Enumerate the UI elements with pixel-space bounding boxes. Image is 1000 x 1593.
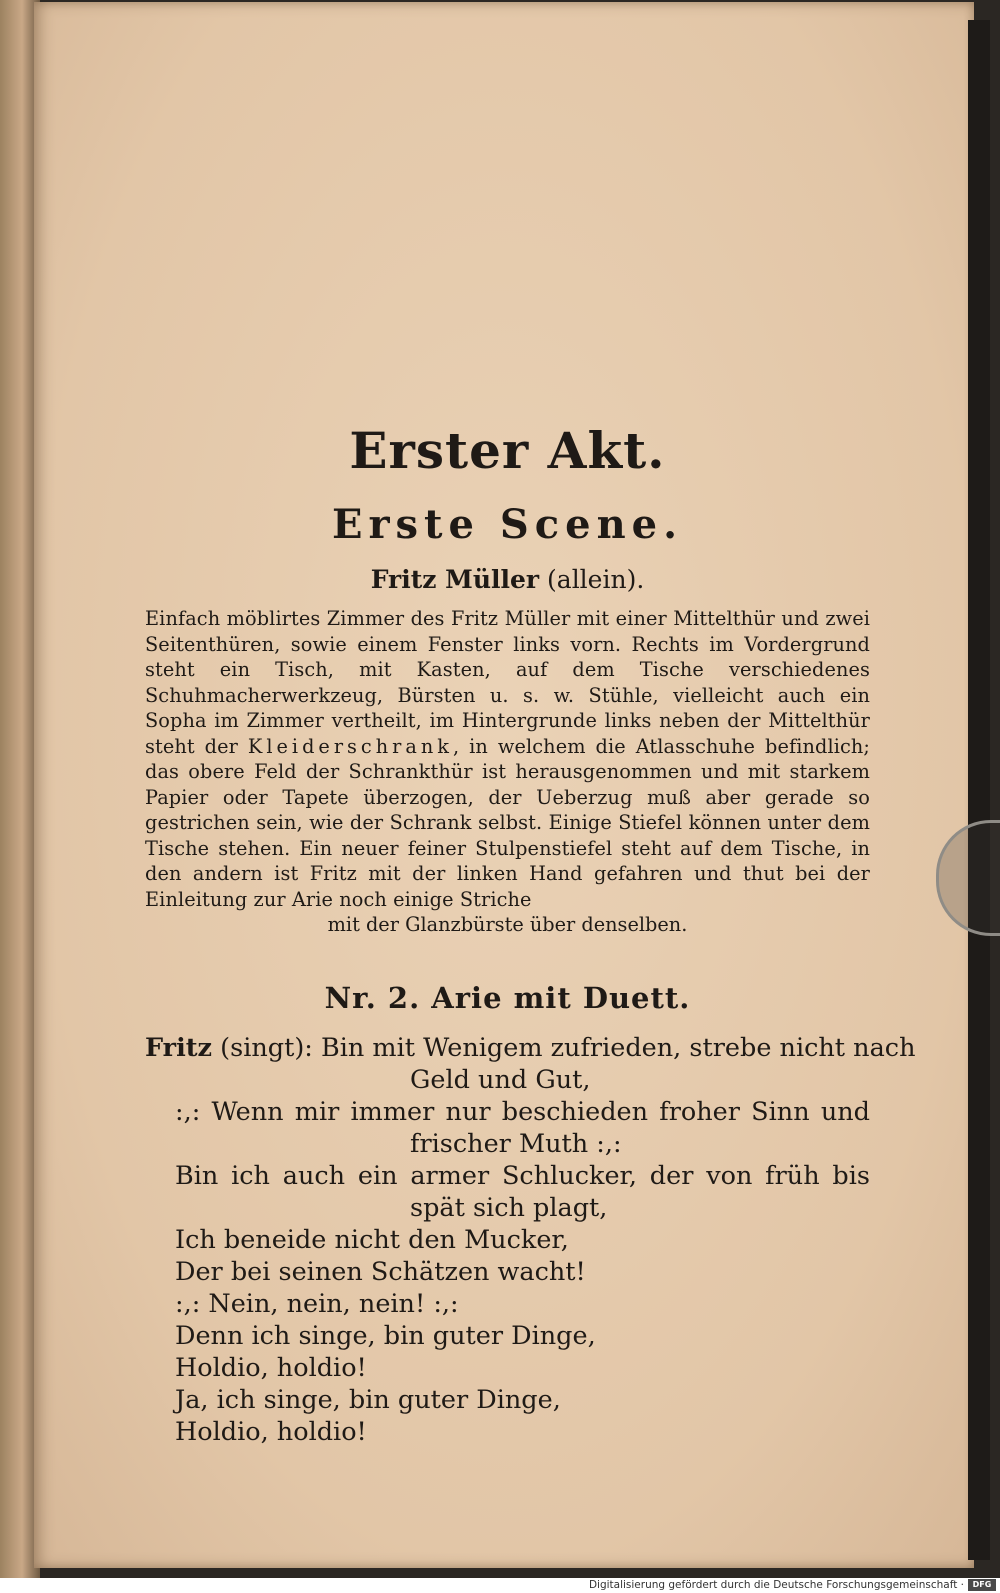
song-line: spät sich plagt, — [410, 1192, 608, 1223]
number-title: Nr. 2. Arie mit Duett. — [324, 980, 691, 1015]
song-line: Bin ich auch ein armer Schlucker, der von früh bis — [175, 1160, 870, 1191]
speaker-name: Fritz — [145, 1032, 213, 1063]
song-line: Ich beneide nicht den Mucker, — [175, 1224, 569, 1255]
stage-direction — [145, 606, 870, 912]
stage-direction-part2: , in welchem die Atlasschuhe befindlich; das obere Feld der Schrankthür ist herausgenommen und mit starkem Papier oder Tapete überzogen, der Ueberzug muß aber gerade so gestrichen sein, wie der Schrank selbst. Einige Stiefel können unter dem Tische stehen. Ein neuer feiner Stulpenstiefel steht auf dem Tische, in den andern ist Fritz mit der linken Hand gefahren und thut bei der Einleitung zur Arie noch einige Striche — [145, 734, 870, 911]
song-line-text: Bin mit Wenigem zufrieden, strebe nicht nach — [321, 1032, 916, 1063]
act-title: Erster Akt. — [349, 421, 666, 480]
stage-direction-last-line: mit der Glanzbürste über denselben. — [327, 913, 688, 936]
song-line: :,: Nein, nein, nein! :,: — [175, 1288, 459, 1319]
song-line: Der bei seinen Schätzen wacht! — [175, 1256, 586, 1287]
song-line: Holdio, holdio! — [175, 1416, 367, 1447]
page-content — [145, 420, 916, 1448]
song-line: Geld und Gut, — [410, 1064, 591, 1095]
scene-title: Erste Scene. — [331, 501, 684, 548]
speaker-note: (singt): — [220, 1032, 313, 1063]
characters-line — [145, 564, 870, 596]
song-line: Holdio, holdio! — [175, 1352, 367, 1383]
song-text — [145, 1032, 916, 1448]
character-name: Fritz Müller — [370, 565, 540, 594]
stage-direction-part1: Einfach möblirtes Zimmer des Fritz Müller mit einer Mittelthür und zwei Seitenthüren, sowie einem Fenster links vorn. Rechts im Vordergrund steht ein Tisch, mit Kasten, auf dem Tische verschiedenes Schuhmacherwerkzeug, Bürsten u. s. w. Stühle, vielleicht auch ein Sopha im Zimmer vertheilt, im Hintergrunde links neben der Mittelthür steht der — [145, 607, 870, 758]
character-note: (allein). — [547, 565, 645, 594]
song-line: :,: Wenn mir immer nur beschieden froher Sinn und — [175, 1096, 870, 1127]
dfg-logo-icon: DFG — [968, 1579, 996, 1591]
stage-direction-spaced: Kleiderschrank — [247, 734, 453, 758]
song-line-lead — [145, 1032, 321, 1064]
song-line: Denn ich singe, bin guter Dinge, — [175, 1320, 596, 1351]
page-stack-edge — [968, 20, 990, 1560]
song-line: frischer Muth :,: — [410, 1128, 622, 1159]
song-line: Ja, ich singe, bin guter Dinge, — [175, 1384, 561, 1415]
song-line — [145, 1032, 916, 1064]
footer-bar — [0, 1578, 1000, 1593]
footer-credit: Digitalisierung gefördert durch die Deutsche Forschungsgemeinschaft · — [588, 1579, 964, 1591]
